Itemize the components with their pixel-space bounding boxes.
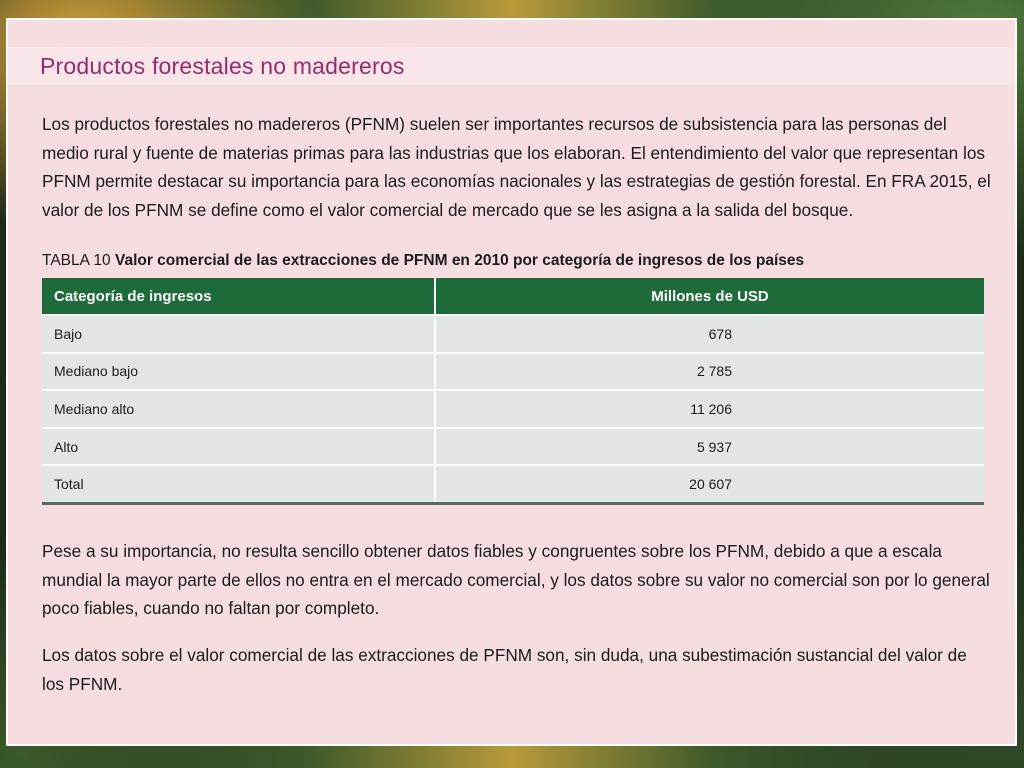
body-paragraph-2: Pese a su importancia, no resulta sencillo obtener datos fiables y congruentes sobre los PFNM, debido a que a escala mundial la mayor parte de ellos no entra en el mercado comercial, y los datos sobre su valor no comercial son por lo general poco fiables, cuando no faltan por completo. (42, 541, 990, 618)
table-row-total (42, 465, 984, 503)
row-category: Total (42, 465, 435, 503)
table-row (42, 353, 984, 391)
table-caption-text: Valor comercial de las extracciones de PFNM en 2010 por categoría de ingresos de los países (114, 252, 805, 269)
row-category: Mediano bajo (42, 353, 435, 391)
table-row (42, 315, 984, 353)
table-header-row (42, 278, 984, 315)
header-category: Categoría de ingresos (42, 278, 435, 315)
table-row (42, 428, 984, 466)
intro-paragraph: Los productos forestales no madereros (PFNM) suelen ser importantes recursos de subsistencia para las personas del medio rural y fuente de materias primas para las industrias que los elaboran. El entendimiento del valor que representan los PFNM permite destacar su importancia para las economías nacionales y las estrategias de gestión forestal. En FRA 2015, el valor de los PFNM se define como el valor comercial de mercado que se les asigna a la salida del bosque. (42, 114, 991, 220)
body-paragraph-3: Los datos sobre el valor comercial de las extracciones de PFNM son, sin duda, una subestimación sustancial del valor de los PFNM. (42, 645, 967, 694)
row-value: 5 937 (435, 428, 984, 466)
row-category: Bajo (42, 315, 435, 353)
row-value: 678 (435, 315, 984, 353)
slide-page (6, 18, 1017, 746)
row-value: 2 785 (435, 353, 984, 391)
row-value: 20 607 (435, 465, 984, 503)
header-value: Millones de USD (435, 278, 984, 315)
row-category: Mediano alto (42, 390, 435, 428)
row-category: Alto (42, 428, 435, 466)
row-value: 11 206 (435, 390, 984, 428)
section-title: Productos forestales no madereros (40, 53, 405, 79)
income-value-table (42, 278, 984, 505)
table-caption (42, 252, 804, 270)
table-label: TABLA 10 (42, 252, 111, 269)
table-row (42, 390, 984, 428)
